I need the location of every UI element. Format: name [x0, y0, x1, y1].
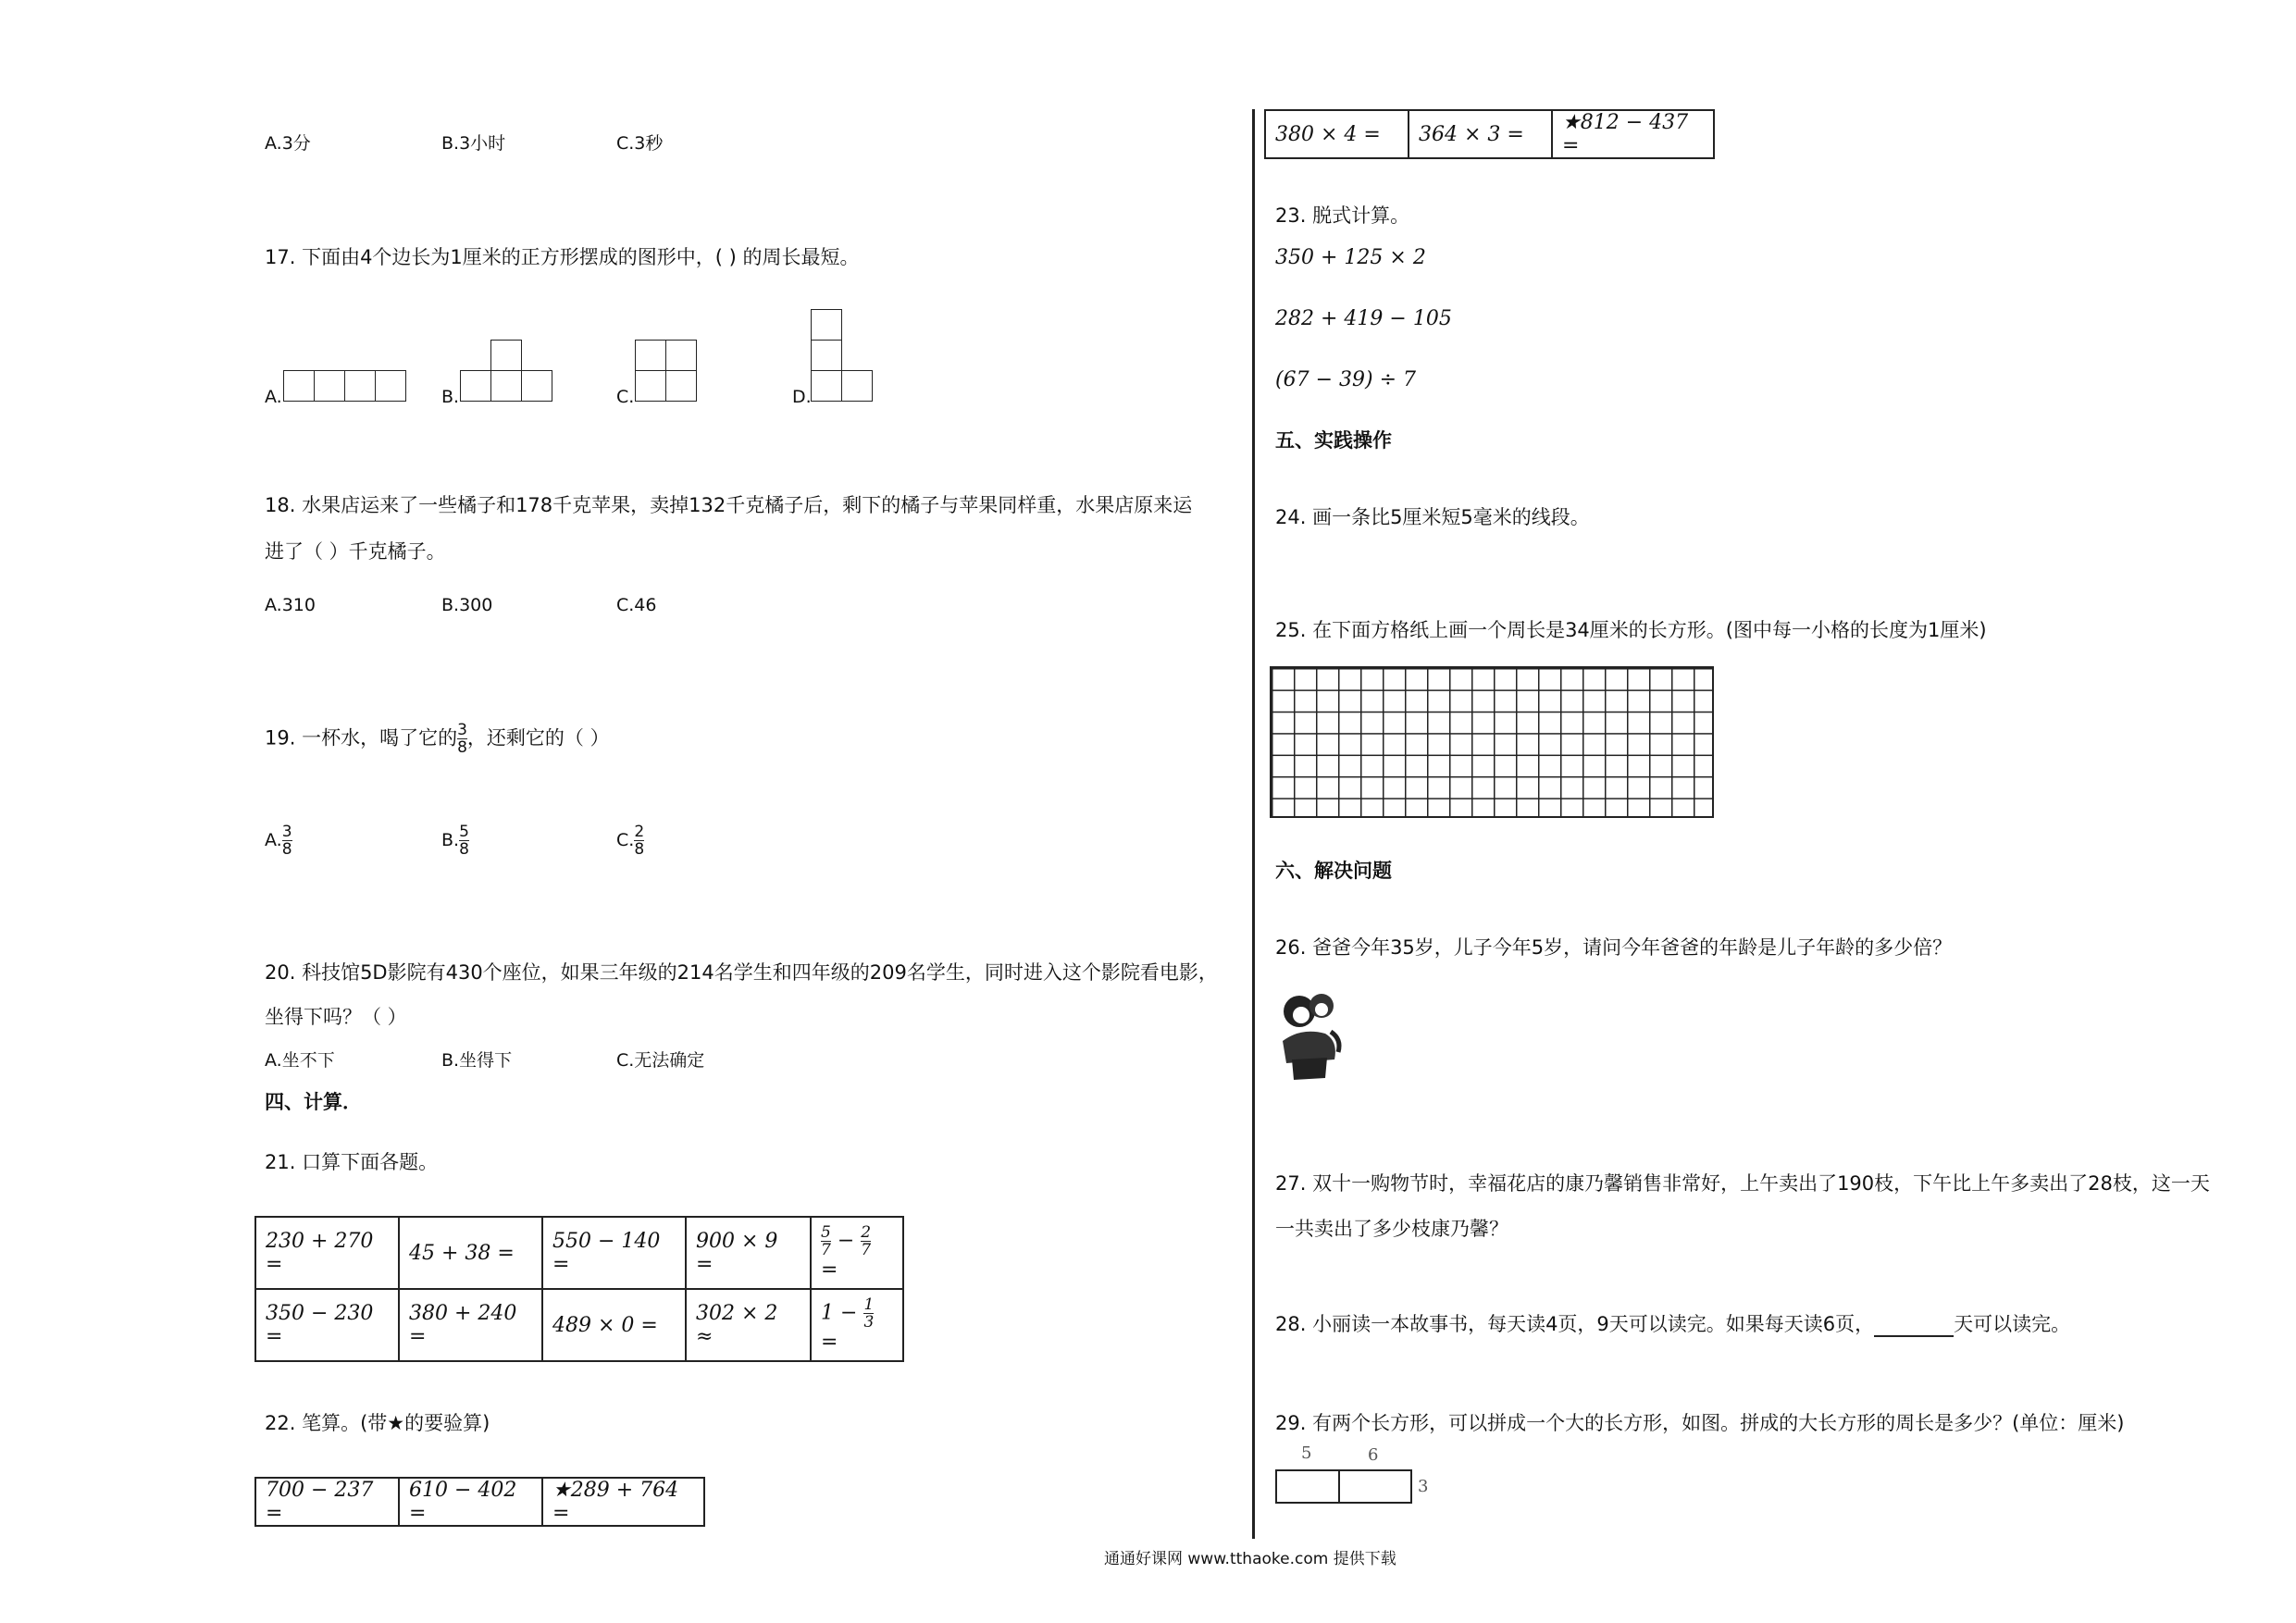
q19-option-c[interactable]: C. $\frac{2}{8}$: [616, 823, 645, 859]
q27-line1: 27. 双十一购物节时，幸福花店的康乃馨销售非常好，上午卖出了190枝，下午比上午多卖出了28枝，这一天: [1275, 1172, 2210, 1195]
q18-line2: 进了（ ）千克橘子。: [265, 540, 446, 563]
q29-label-3: 3: [1418, 1477, 1429, 1496]
q20-option-b[interactable]: B.坐得下: [441, 1050, 513, 1071]
q21-cell: 230 + 270 =: [255, 1217, 399, 1289]
q21-cell: 350 − 230 =: [255, 1289, 399, 1361]
q23-expr-1: 350 + 125 × 2: [1275, 246, 1426, 269]
q19-text: 19. 一杯水，喝了它的 $\frac{3}{8}$ ，还剩它的（ ）: [265, 721, 610, 757]
q23-expr-2: 282 + 419 − 105: [1275, 307, 1452, 330]
q29-label-5: 5: [1301, 1443, 1312, 1463]
q21-text: 21. 口算下面各题。: [265, 1151, 439, 1173]
q17-option-a[interactable]: A.: [265, 387, 282, 407]
q20-line1: 20. 科技馆5D影院有430个座位，如果三年级的214名学生和四年级的209名学生，同时进入这个影院看电影，: [265, 961, 1218, 984]
q21-cell: 489 × 0 =: [542, 1289, 686, 1361]
column-divider: [1252, 109, 1255, 1539]
q20-option-c[interactable]: C.无法确定: [616, 1050, 705, 1071]
q17-text: 17. 下面由4个边长为1厘米的正方形摆成的图形中，( ) 的周长最短。: [265, 246, 860, 268]
q21-cell: 302 × 2 ≈: [686, 1289, 811, 1361]
section-4-heading: 四、计算．: [265, 1091, 362, 1113]
q22-text: 22. 笔算。(带★的要验算): [265, 1412, 490, 1434]
q25-grid-paper[interactable]: [1270, 666, 1714, 818]
q22-cell: 610 − 402 =: [399, 1478, 542, 1526]
q28-text: 28. 小丽读一本故事书，每天读4页，9天可以读完。如果每天读6页， 天可以读完。: [1275, 1313, 2071, 1335]
q27-line2: 一共卖出了多少枝康乃馨？: [1275, 1218, 1508, 1240]
section-5-heading: 五、实践操作: [1275, 429, 1392, 452]
q28-answer-blank[interactable]: [1874, 1317, 1954, 1337]
q26-text: 26. 爸爸今年35岁，儿子今年5岁，请问今年爸爸的年龄是儿子年龄的多少倍？: [1275, 936, 1953, 959]
q19-option-a[interactable]: A. $\frac{3}{8}$: [265, 823, 292, 859]
q18-line1: 18. 水果店运来了一些橘子和178千克苹果，卖掉132千克橘子后，剩下的橘子与苹果同样重，水果店原来运: [265, 494, 1193, 516]
q17-option-b[interactable]: B.: [441, 387, 460, 407]
q29-label-6: 6: [1368, 1445, 1379, 1465]
q22-cell: 700 − 237 =: [255, 1478, 399, 1526]
q22-table-row1: [254, 1477, 705, 1527]
q19-fraction: $\frac{3}{8}$: [457, 721, 467, 757]
q18-option-b[interactable]: B.300: [441, 595, 493, 615]
q21-cell: 550 − 140 =: [542, 1217, 686, 1289]
q20-option-a[interactable]: A.坐不下: [265, 1050, 335, 1071]
q23-expr-3: (67 − 39) ÷ 7: [1275, 368, 1416, 391]
q22-cell: ★812 − 437 =: [1552, 110, 1714, 158]
q29-rectangle-large: [1338, 1469, 1412, 1504]
q20-line2: 坐得下吗？（ ）: [265, 1006, 407, 1028]
q25-text: 25. 在下面方格纸上画一个周长是34厘米的长方形。(图中每一小格的长度为1厘米): [1275, 619, 1987, 641]
q21-cell: 900 × 9 =: [686, 1217, 811, 1289]
q21-cell: 380 + 240 =: [399, 1289, 542, 1361]
q18-option-c[interactable]: C.46: [616, 595, 657, 615]
q22-table-row2: [1264, 109, 1715, 159]
q16-option-b[interactable]: B.3小时: [441, 133, 506, 154]
q17-option-d[interactable]: D.: [792, 387, 812, 407]
father-son-illustration: [1273, 985, 1349, 1084]
q29-rectangle-small: [1275, 1469, 1340, 1504]
q22-cell: ★289 + 764 =: [542, 1478, 704, 1526]
q23-text: 23. 脱式计算。: [1275, 204, 1410, 227]
q18-option-a[interactable]: A.310: [265, 595, 316, 615]
page-footer: 通通好课网 www.tthaoke.com 提供下载: [1104, 1550, 1396, 1568]
q21-table: [254, 1216, 904, 1362]
q22-cell: 380 × 4 =: [1265, 110, 1409, 158]
q19-option-b[interactable]: B. $\frac{5}{8}$: [441, 823, 469, 859]
q22-cell: 364 × 3 =: [1409, 110, 1552, 158]
q24-text: 24. 画一条比5厘米短5毫米的线段。: [1275, 506, 1590, 528]
q29-text: 29. 有两个长方形，可以拼成一个大的长方形，如图。拼成的大长方形的周长是多少？(单位：厘米): [1275, 1412, 2125, 1434]
q16-option-c[interactable]: C.3秒: [616, 133, 664, 154]
section-6-heading: 六、解决问题: [1275, 860, 1392, 882]
q16-option-a[interactable]: A.3分: [265, 133, 311, 154]
q21-cell: 45 + 38 =: [399, 1217, 542, 1289]
q21-cell-fraction: 1 − $\frac{1}{3}$ =: [811, 1289, 903, 1361]
q17-option-c[interactable]: C.: [616, 387, 635, 407]
q21-cell-fraction: $\frac{5}{7}$ − $\frac{2}{7}$ =: [811, 1217, 903, 1289]
